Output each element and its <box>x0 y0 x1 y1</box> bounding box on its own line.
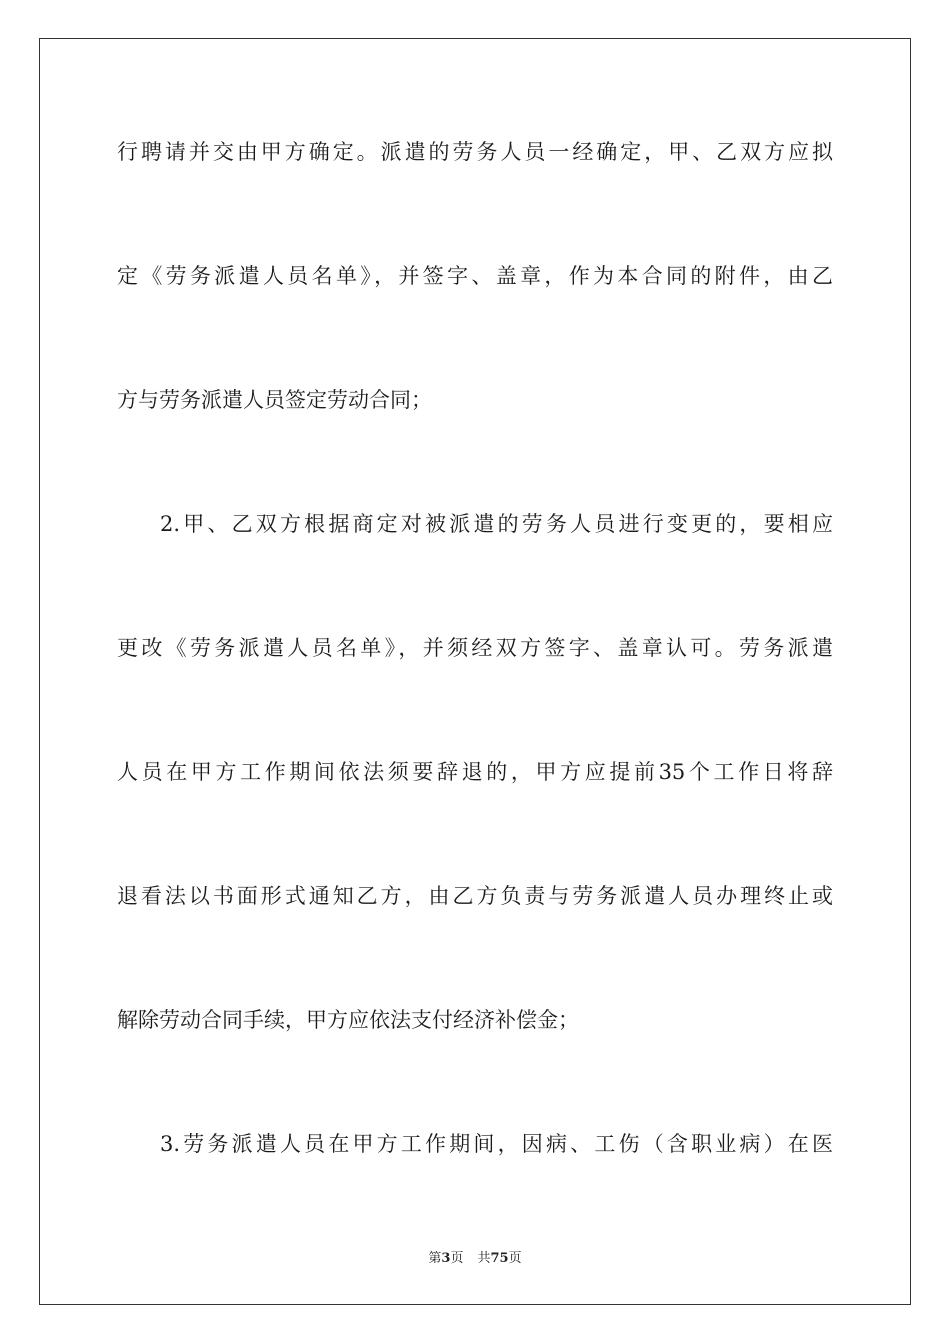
page-prefix: 第 <box>428 1251 442 1266</box>
page-footer <box>0 1247 950 1266</box>
page-current: 3 <box>441 1251 451 1266</box>
text-line: 解除劳动合同手续，甲方应依法支付经济补偿金； <box>117 1008 579 1032</box>
page-total: 75 <box>490 1251 509 1266</box>
text-line: 退看法以书面形式通知乙方，由乙方负责与劳务派遣人员办理终止或 <box>117 884 833 908</box>
page-suffix: 页 <box>450 1251 464 1266</box>
text-line: 行聘请并交由甲方确定。派遣的劳务人员一经确定，甲、乙双方应拟 <box>117 140 833 164</box>
text-line: 更改《劳务派遣人员名单》，并须经双方签字、盖章认可。劳务派遣 <box>117 636 833 660</box>
total-suffix: 页 <box>508 1251 522 1266</box>
text-line: 方与劳务派遣人员签定劳动合同； <box>117 388 432 412</box>
page-frame <box>39 38 911 1305</box>
text-line: 3.劳务派遣人员在甲方工作期间，因病、工伤（含职业病）在医 <box>160 1132 833 1156</box>
total-prefix: 共 <box>477 1251 491 1266</box>
text-line: 定《劳务派遣人员名单》，并签字、盖章，作为本合同的附件，由乙 <box>117 264 833 288</box>
text-line: 人员在甲方工作期间依法须要辞退的，甲方应提前35个工作日将辞 <box>117 760 833 784</box>
text-line: 2.甲、乙双方根据商定对被派遣的劳务人员进行变更的，要相应 <box>160 512 833 536</box>
